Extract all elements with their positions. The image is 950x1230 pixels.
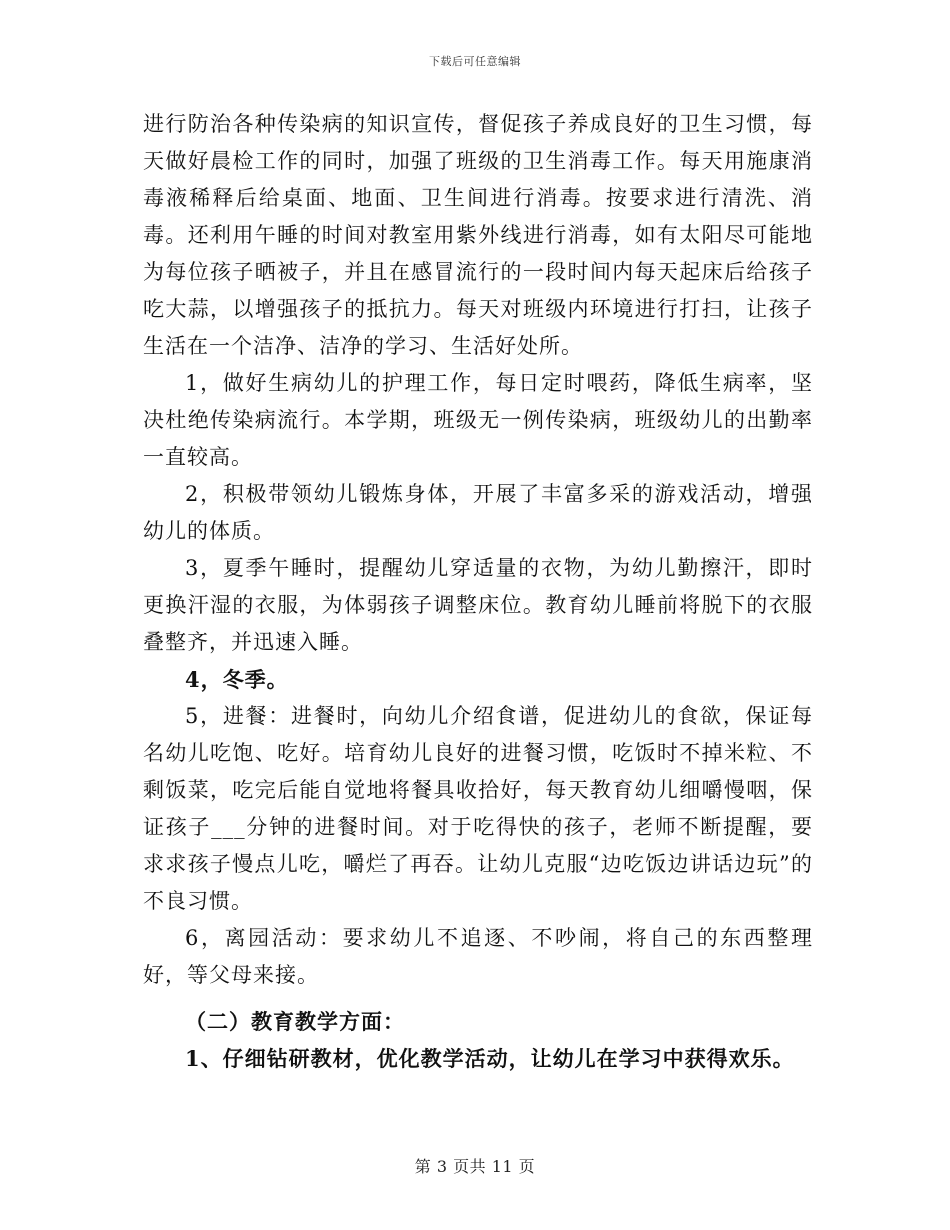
document-body: [143, 106, 813, 1077]
paragraph-item-3: 3，夏季午睡时，提醒幼儿穿适量的衣物，为幼儿勤擦汗，即时更换汗湿的衣服，为体弱孩子调整床位。教育幼儿睡前将脱下的衣服叠整齐，并迅速入睡。: [143, 556, 813, 654]
paragraph-item-6: 6，离园活动：要求幼儿不追逐、不吵闹，将自己的东西整理好，等父母来接。: [143, 926, 813, 987]
section-item-1: 1、仔细钻研教材，优化教学活动，让幼儿在学习中获得欢乐。: [185, 1046, 795, 1071]
paragraph-item-5: 5，进餐：进餐时，向幼儿介绍食谱，促进幼儿的食欲，保证每名幼儿吃饱、吃好。培育幼儿良好的进餐习惯，吃饭时不掉米粒、不剩饭菜，吃完后能自觉地将餐具收拾好，每天教育幼儿细嚼慢咽，保证孩子___分钟的进餐时间。对于吃得快的孩子，老师不断提醒，要求求孩子慢点儿吃，嚼烂了再吞。让幼儿克服“边吃饭边讲话边玩”的不良习惯。: [143, 704, 813, 913]
paragraph-item-1: 1，做好生病幼儿的护理工作，每日定时喂药，降低生病率，坚决杜绝传染病流行。本学期，班级无一例传染病，班级幼儿的出勤率一直较高。: [143, 371, 813, 469]
page-footer: 第 3 页共 11 页: [414, 1157, 536, 1176]
paragraph-item-4-winter: 4，冬季。: [185, 667, 289, 692]
page-header: 下载后可任意编辑: [429, 55, 521, 68]
paragraph-hygiene-intro: 进行防治各种传染病的知识宣传，督促孩子养成良好的卫生习惯，每天做好晨检工作的同时，加强了班级的卫生消毒工作。每天用施康消毒液稀释后给桌面、地面、卫生间进行消毒。按要求进行清洗、消毒。还利用午睡的时间对教室用紫外线进行消毒，如有太阳尽可能地为每位孩子晒被子，并且在感冒流行的一段时间内每天起床后给孩子吃大蒜，以增强孩子的抵抗力。每天对班级内环境进行打扫，让孩子生活在一个洁净、洁净的学习、生活好处所。: [143, 112, 813, 358]
paragraph-item-2: 2，积极带领幼儿锻炼身体，开展了丰富多采的游戏活动，增强幼儿的体质。: [143, 482, 813, 543]
section-heading-education: （二）教育教学方面：: [185, 1009, 405, 1034]
